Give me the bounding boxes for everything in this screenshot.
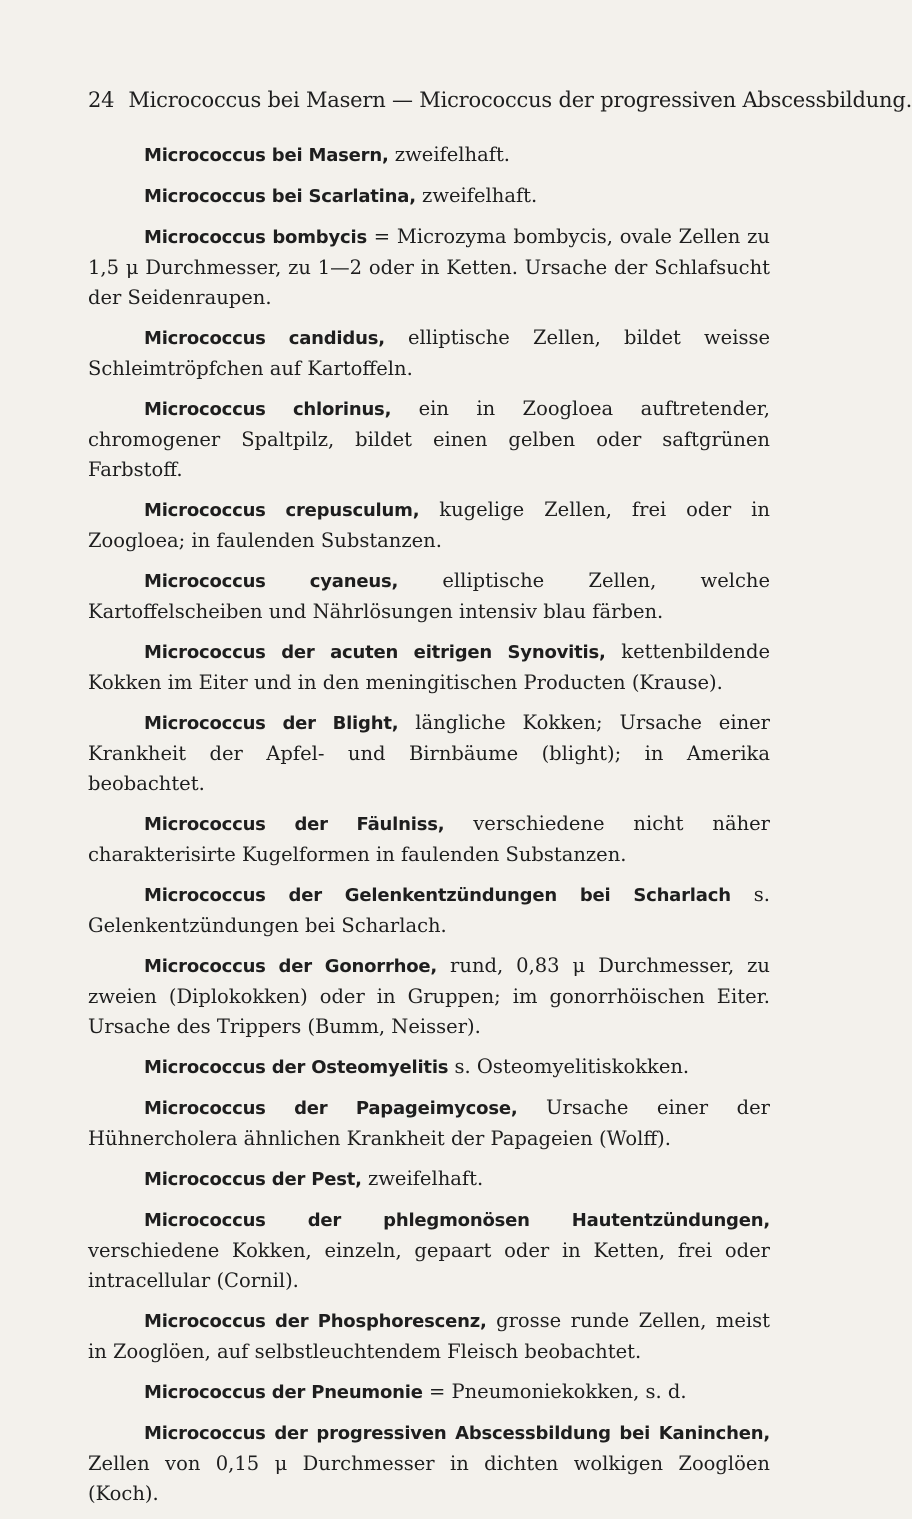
entry-text: = Microzyma bombycis, ovale Zellen zu 1,5 μ Durchmesser, zu 1—2 oder in Ketten. Ursache der Schlafsucht der Seidenraupen. xyxy=(88,225,770,309)
entry-term: Micrococcus bombycis xyxy=(144,227,367,248)
entry xyxy=(88,323,770,384)
running-header xyxy=(88,88,912,112)
entry-term: Micrococcus der Gelenkentzündungen bei Scharlach xyxy=(144,885,731,906)
entry-text: zweifelhaft. xyxy=(388,143,510,166)
entry-text: rund, 0,83 μ Durchmesser, zu zweien (Diplokokken) oder in Gruppen; im gonorrhöischen Eiter. Ursache des Trippers (Bumm, Neisser). xyxy=(88,954,770,1038)
entry xyxy=(88,809,770,870)
entry-text: ein in Zoogloea auftretender, chromogener Spaltpilz, bildet einen gelben oder saftgrünen Farbstoff. xyxy=(88,397,771,481)
entry-text: elliptische Zellen, bildet weisse Schleimtröpfchen auf Kartoffeln. xyxy=(88,326,770,380)
entry-term: Micrococcus der Gonorrhoe, xyxy=(144,956,438,977)
entry xyxy=(88,708,770,799)
entry-text: Ursache einer der Hühnercholera ähnlichen Krankheit der Papageien (Wolff). xyxy=(88,1096,770,1150)
entry-term: Micrococcus der Pest, xyxy=(144,1169,362,1190)
entry xyxy=(88,880,770,941)
entry-term: Micrococcus bei Scarlatina, xyxy=(144,186,416,207)
entry-text: Zellen von 0,15 μ Durchmesser in dichten wolkigen Zooglöen (Koch). xyxy=(88,1452,770,1505)
entry-text: verschiedene nicht näher charakterisirte Kugelformen in faulenden Substanzen. xyxy=(88,812,771,866)
entry xyxy=(88,1205,770,1296)
entry xyxy=(88,1052,770,1083)
entry-list xyxy=(88,140,770,1519)
entry-term: Micrococcus der Pneumonie xyxy=(144,1382,423,1403)
entry-text: kettenbildende Kokken im Eiter und in den meningitischen Producten (Krause). xyxy=(88,640,770,694)
running-title: Micrococcus bei Masern — Micrococcus der progressiven Abscessbildung. xyxy=(128,88,912,112)
entry-text: längliche Kokken; Ursache einer Krankheit der Apfel- und Birnbäume (blight); in Amerika beobachtet. xyxy=(88,711,770,795)
entry-term: Micrococcus candidus, xyxy=(144,328,385,349)
entry-term: Micrococcus der Papageimycose, xyxy=(144,1098,518,1119)
entry-text: zweifelhaft. xyxy=(361,1167,484,1190)
entry-text: = Pneumoniekokken, s. d. xyxy=(422,1380,687,1403)
entry-term: Micrococcus chlorinus, xyxy=(144,399,392,420)
entry xyxy=(88,1418,770,1509)
entry-term: Micrococcus der phlegmonösen Hautentzündungen, xyxy=(144,1210,770,1231)
entry xyxy=(88,495,770,556)
entry xyxy=(88,1306,770,1367)
entry-text: verschiedene Kokken, einzeln, gepaart oder in Ketten, frei oder intracellular (Cornil). xyxy=(88,1239,770,1292)
entry xyxy=(88,222,770,313)
entry-term: Micrococcus crepusculum, xyxy=(144,500,420,521)
entry xyxy=(88,140,770,171)
entry-term: Micrococcus der progressiven Abscessbildung bei Kaninchen, xyxy=(144,1423,770,1444)
entry-term: Micrococcus der Blight, xyxy=(144,713,399,734)
entry xyxy=(88,637,770,698)
page-number: 24 xyxy=(88,88,115,112)
entry-term: Micrococcus der acuten eitrigen Synovitis, xyxy=(144,642,606,663)
entry xyxy=(88,181,770,212)
entry-text: grosse runde Zellen, meist in Zooglöen, auf selbstleuchtendem Fleisch beobachtet. xyxy=(88,1309,770,1363)
entry xyxy=(88,1093,770,1154)
entry-text: kugelige Zellen, frei oder in Zoogloea; in faulenden Substanzen. xyxy=(88,498,770,552)
entry-term: Micrococcus der Fäulniss, xyxy=(144,814,445,835)
entry xyxy=(88,566,770,627)
entry-term: Micrococcus bei Masern, xyxy=(144,145,389,166)
entry xyxy=(88,951,770,1042)
entry-term: Micrococcus der Phosphorescenz, xyxy=(144,1311,487,1332)
entry-text: zweifelhaft. xyxy=(415,184,538,207)
entry-term: Micrococcus cyaneus, xyxy=(144,571,399,592)
entry-term: Micrococcus der Osteomyelitis xyxy=(144,1057,449,1078)
entry xyxy=(88,394,770,485)
entry xyxy=(88,1377,770,1408)
entry-text: s. Gelenkentzündungen bei Scharlach. xyxy=(88,883,770,937)
entry xyxy=(88,1164,770,1195)
entry-text: elliptische Zellen, welche Kartoffelscheiben und Nährlösungen intensiv blau färben. xyxy=(88,569,770,623)
entry-text: s. Osteomyelitiskokken. xyxy=(448,1055,690,1078)
